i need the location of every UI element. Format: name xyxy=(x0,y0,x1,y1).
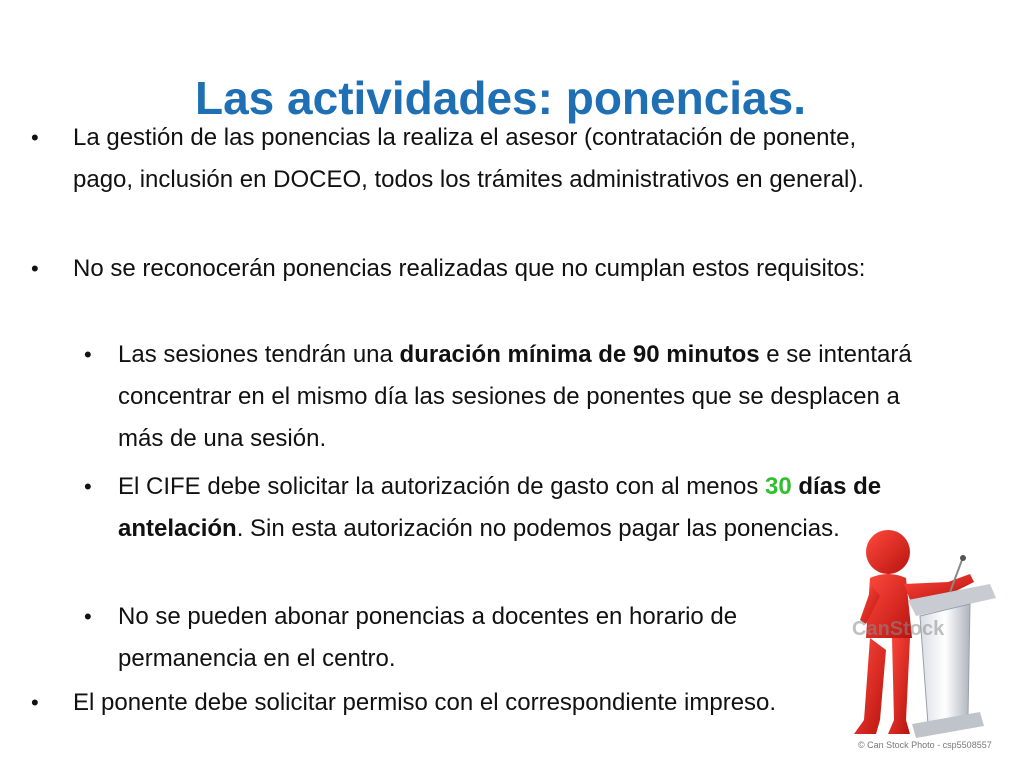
bullet-highlight-number: 30 xyxy=(765,473,792,500)
bullet-text: No se reconocerán ponencias realizadas que no cumplan estos requisitos: xyxy=(73,255,866,282)
bullet-text: No se pueden abonar ponencias a docentes en horario de permanencia en el centro. xyxy=(118,603,738,672)
bullet-item xyxy=(31,117,893,201)
bullet-text-part: El CIFE debe solicitar la autorización de gasto con al menos xyxy=(118,473,766,500)
sub-bullet-item xyxy=(84,466,908,550)
bullet-text: La gestión de las ponencias la realiza el asesor (contratación de ponente, pago, inclusión en DOCEO, todos los trámites administrativos en general). xyxy=(73,124,865,193)
sub-bullet-item xyxy=(84,596,848,680)
bullet-item xyxy=(31,682,893,724)
bullet-emphasis: días de antelación xyxy=(118,473,882,542)
bullet-dot: • xyxy=(31,125,39,150)
bullet-item xyxy=(31,248,893,290)
stock-watermark: CanStock xyxy=(852,618,945,640)
bullet-dot: • xyxy=(31,690,39,715)
figure-head xyxy=(866,530,910,574)
bullet-dot: • xyxy=(84,604,92,629)
bullet-text-part: . Sin esta autorización no podemos pagar las ponencias. xyxy=(236,515,840,542)
bullet-dot: • xyxy=(31,256,39,281)
bullet-text-part: Las sesiones tendrán una xyxy=(118,341,400,368)
sub-bullet-item xyxy=(84,334,918,460)
bullet-emphasis: duración mínima de 90 minutos xyxy=(399,341,760,368)
slide-title: Las actividades: ponencias. xyxy=(195,72,807,124)
image-credit: © Can Stock Photo - csp5508557 xyxy=(858,740,992,750)
bullet-dot: • xyxy=(84,474,92,499)
bullet-text-part: e se intentará concentrar en el mismo día las sesiones de ponentes que se desplacen a más de una sesión. xyxy=(118,341,912,452)
bullet-text: El ponente debe solicitar permiso con el correspondiente impreso. xyxy=(73,689,777,716)
bullet-dot: • xyxy=(84,342,92,367)
